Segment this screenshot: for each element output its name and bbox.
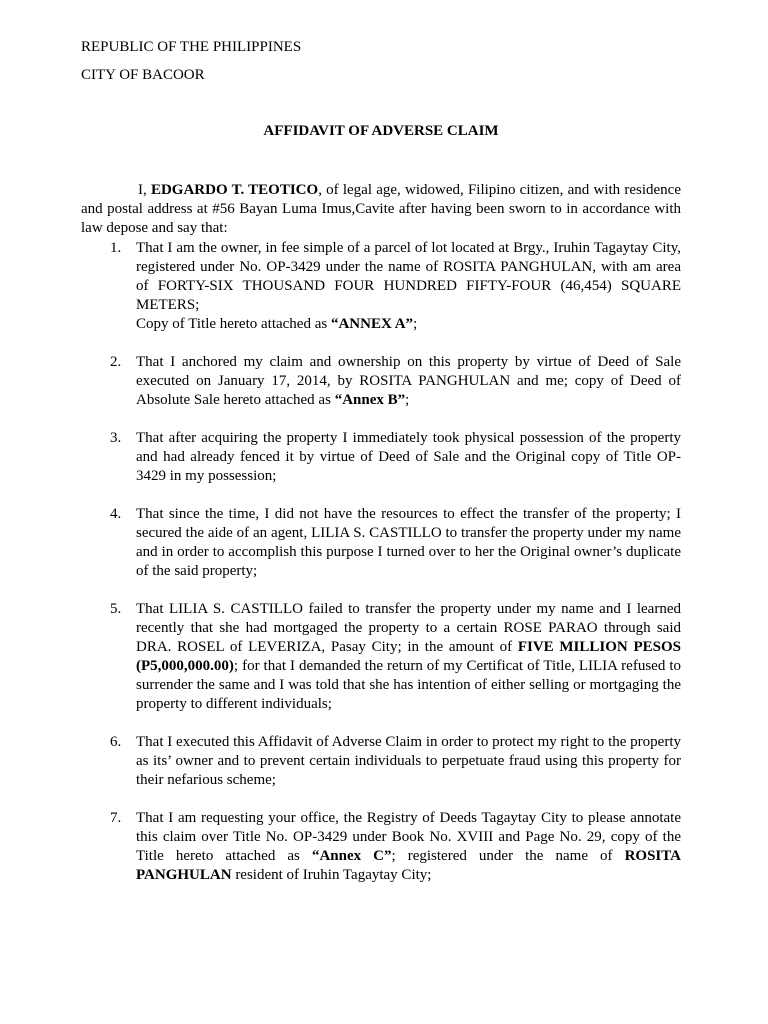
item-text: Copy of Title hereto attached as xyxy=(136,316,331,332)
item-text: ; xyxy=(405,392,410,408)
annex-reference: “Annex C” xyxy=(311,848,392,864)
list-item xyxy=(81,809,681,885)
header-country: REPUBLIC OF THE PHILIPPINES xyxy=(81,39,302,55)
item-text: That I anchored my claim and ownership on this property by virtue of Deed of Sale executed on January 17, 2014, by ROSITA PANGHULAN and me; copy of Deed of Absolute Sale hereto attached as xyxy=(136,354,681,408)
list-item xyxy=(81,353,681,410)
item-number: 5. xyxy=(110,601,122,617)
item-text: That since the time, I did not have the resources to effect the transfer of the property; I secured the aide of an agent, LILIA S. CASTILLO to transfer the property under my name and in order to accomplish this purpose I turned over to her the Original owner’s duplicate of the said property; xyxy=(136,506,681,579)
item-text: ; for that I demanded the return of my Certificat of Title, LILIA refused to surrender the same and I was told that she has intention of either selling or mortgaging the property to different individuals; xyxy=(136,658,681,712)
item-text: That LILIA S. CASTILLO failed to transfer the property under my name and I learned recently that she had mortgaged the property to a certain ROSE PARAO through said DRA. ROSEL of LEVERIZA, Pasay City; in the amount of xyxy=(136,601,681,655)
intro-paragraph xyxy=(81,181,681,238)
item-number: 6. xyxy=(110,734,122,750)
item-subline xyxy=(136,315,681,334)
item-text: That after acquiring the property I immediately took physical possession of the property and had already fenced it by virtue of Deed of Sale and the Original copy of Title OP-3429 in my possession; xyxy=(136,430,681,484)
item-number: 1. xyxy=(110,240,122,256)
item-text: ; xyxy=(413,316,418,332)
item-text: That I executed this Affidavit of Adverse Claim in order to protect my right to the property as its’ owner and to prevent certain individuals to perpetuate fraud using this property for their nefarious scheme; xyxy=(136,734,681,788)
item-text: That I am requesting your office, the Registry of Deeds Tagaytay City to please annotate this claim over Title No. OP-3429 under Book No. XVIII and Page No. 29, copy of the Title hereto attached as xyxy=(136,810,681,864)
intro-post: , of legal age, widowed, Filipino citizen, and with residence and postal address at #56 Bayan Luma Imus,Cavite after having been sworn to in accordance with law depose and say that: xyxy=(81,182,681,236)
intro-pre: I, xyxy=(138,182,151,198)
item-text: ; registered under the name of xyxy=(391,848,625,864)
list-item xyxy=(81,600,681,714)
owner-name: ROSITA PANGHULAN xyxy=(136,848,681,883)
list-item xyxy=(81,239,681,334)
item-text: resident of Iruhin Tagaytay City; xyxy=(231,867,432,883)
claims-list xyxy=(81,239,681,885)
item-number: 2. xyxy=(110,354,122,370)
item-number: 3. xyxy=(110,430,122,446)
list-item xyxy=(81,505,681,581)
item-number: 7. xyxy=(110,810,122,826)
annex-reference: “ANNEX A” xyxy=(330,316,414,332)
item-number: 4. xyxy=(110,506,122,522)
affiant-name: EDGARDO T. TEOTICO xyxy=(150,182,319,198)
header-city: CITY OF BACOOR xyxy=(81,67,205,83)
list-item xyxy=(81,733,681,790)
amount: FIVE MILLION PESOS (P5,000,000.00) xyxy=(136,639,681,674)
item-text: That I am the owner, in fee simple of a parcel of lot located at Brgy., Iruhin Tagaytay City, registered under No. OP-3429 under the name of ROSITA PANGHULAN, with am area of FORTY-SIX THOUSAND FOUR HUNDRED FIFTY-FOUR (46,454) SQUARE METERS; xyxy=(136,240,681,313)
list-item xyxy=(81,429,681,486)
annex-reference: “Annex B” xyxy=(334,392,406,408)
document-title: AFFIDAVIT OF ADVERSE CLAIM xyxy=(263,123,499,139)
